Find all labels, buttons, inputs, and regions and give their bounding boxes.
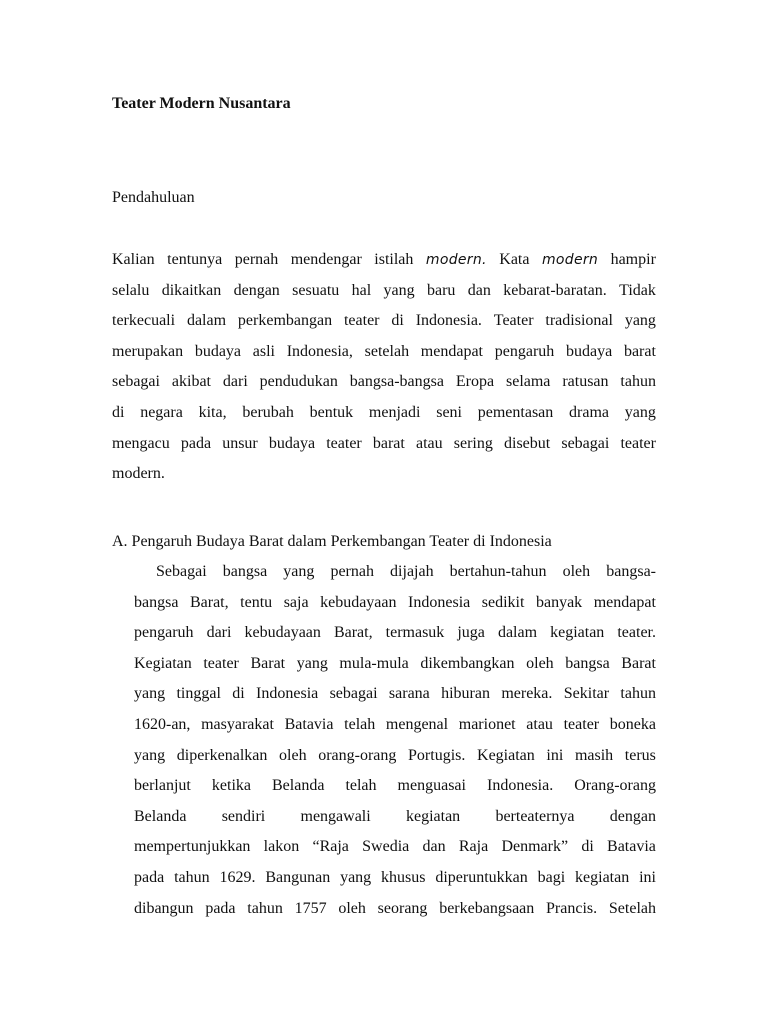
word: Raja [458, 838, 489, 856]
word: bangsa [222, 563, 268, 580]
word: berlanjut [134, 777, 191, 795]
word: pada [180, 434, 212, 452]
word: barat [623, 342, 656, 360]
word: pengaruh [134, 624, 194, 642]
word: hal [351, 281, 372, 299]
word: oleh [338, 899, 366, 917]
word: Barat, [333, 624, 373, 642]
word: teater [203, 654, 239, 672]
word: Setelah [608, 899, 656, 917]
word: yang [134, 746, 166, 764]
word: dan [422, 838, 446, 856]
intro-paragraph [112, 249, 656, 494]
text-line [134, 745, 656, 776]
word: di [581, 838, 594, 856]
word: tahun [174, 868, 210, 886]
word: mengawali [300, 807, 371, 825]
word: sesuatu [292, 281, 340, 299]
text-line [134, 622, 656, 653]
section-a-heading: A. Pengaruh Budaya Barat dalam Perkembangan Teater di Indonesia [112, 533, 552, 550]
word: Sekitar [563, 685, 610, 703]
word: budaya [194, 342, 242, 360]
word: Kegiatan [477, 746, 535, 764]
word: Bangunan [265, 868, 331, 886]
word: ini [639, 868, 656, 886]
word: Swedia [362, 838, 410, 856]
text-line [134, 592, 656, 623]
word: mereka. [501, 685, 553, 703]
word: juga [457, 624, 485, 642]
word: tentunya [167, 251, 223, 268]
word: dikembangkan [420, 654, 515, 672]
word: pengaruh [494, 342, 555, 360]
text-line [134, 898, 656, 929]
word: setelah [364, 342, 410, 360]
word: teater [563, 715, 600, 733]
word: sebagai [112, 373, 160, 391]
word: mendapat [593, 593, 656, 611]
word: budaya [566, 342, 613, 360]
text-line [112, 463, 656, 494]
word: akibat [171, 373, 211, 391]
text-line [112, 249, 656, 280]
word: Eropa [455, 373, 495, 391]
text-line [112, 280, 656, 311]
word: termasuk [385, 624, 445, 642]
word: dalam [497, 624, 538, 642]
italic-term: modern. [425, 252, 487, 268]
word: selalu [112, 281, 150, 299]
text-line [112, 433, 656, 464]
text-line [112, 310, 656, 341]
word: dijajah [390, 563, 434, 580]
word: dalam [186, 312, 227, 330]
word: dari [222, 373, 248, 391]
word: ketika [211, 777, 251, 795]
word: sendiri [221, 807, 266, 825]
word: sarana [388, 685, 430, 703]
word: di [391, 312, 404, 330]
word: menjadi [368, 403, 421, 421]
text-line [134, 714, 656, 745]
word: pada [205, 899, 236, 917]
word: mengacu [112, 434, 170, 452]
word: pernah [234, 251, 279, 268]
word: pendudukan [259, 373, 338, 391]
word: mengenal [385, 715, 449, 733]
word: negara [140, 403, 183, 421]
word: diperuntukkan [435, 868, 528, 886]
word: telah [345, 777, 377, 795]
word: bertahun-tahun [449, 563, 547, 580]
word: Batavia [284, 715, 334, 733]
word: sebagai [329, 685, 378, 703]
word: di [232, 685, 245, 703]
word: masih [574, 746, 614, 764]
word: seorang [377, 899, 428, 917]
text-line [112, 371, 656, 402]
word: Prancis. [546, 899, 598, 917]
text-line [134, 775, 656, 806]
text-line [112, 341, 656, 372]
word: marionet [458, 715, 516, 733]
word: di [112, 403, 125, 421]
word: Belanda [272, 777, 325, 795]
word: mendapat [420, 342, 483, 360]
word: pernah [330, 563, 374, 580]
word: 1757 [294, 899, 327, 917]
word: tentu [240, 593, 273, 611]
section-a-paragraph [134, 561, 656, 928]
word: bagi [537, 868, 566, 886]
word: sedikit [481, 593, 525, 611]
word: dengan [609, 807, 656, 825]
word: dan [467, 281, 491, 299]
word: terus [624, 746, 656, 764]
word: kegiatan [575, 868, 630, 886]
word: kegiatan [550, 624, 605, 642]
word: bangsa- [606, 563, 656, 580]
text-line [134, 836, 656, 867]
word: orang-orang [318, 746, 397, 764]
word: bentuk [309, 403, 354, 421]
word: dengan [233, 281, 280, 299]
word: teater. [617, 624, 656, 642]
word: seni [436, 403, 462, 421]
word: yang [296, 654, 328, 672]
text-line [134, 806, 656, 837]
word: oleh [526, 654, 554, 672]
word: 1620-an, [134, 715, 191, 733]
word: yang [340, 868, 372, 886]
word: mendengar [290, 251, 362, 268]
word: kebarat-baratan. [503, 281, 607, 299]
word: tinggal [176, 685, 221, 703]
word: masyarakat [201, 715, 274, 733]
word: budaya [268, 434, 316, 452]
word: Kalian [112, 251, 155, 268]
word: mula-mula [339, 654, 409, 672]
word: kebudayaan [244, 624, 321, 642]
word: oleh [279, 746, 307, 764]
word: yang [283, 563, 315, 580]
word: Barat [250, 654, 286, 672]
word: dikaitkan [161, 281, 222, 299]
word: merupakan [112, 342, 184, 360]
word: ini [546, 746, 564, 764]
word: yang [383, 281, 415, 299]
word: banyak [535, 593, 583, 611]
word: unsur [222, 434, 258, 452]
document-title: Teater Modern Nusantara [112, 95, 291, 112]
word: Barat, [189, 593, 229, 611]
word: terkecuali [112, 312, 176, 330]
word: oleh [562, 563, 591, 580]
word: Indonesia. [415, 312, 482, 330]
word: hampir [610, 251, 656, 268]
word: tahun [620, 685, 656, 703]
word: kita, [198, 403, 227, 421]
word: Belanda [134, 807, 187, 825]
word: Portugis. [408, 746, 466, 764]
word: bangsa [565, 654, 610, 672]
word: atau [415, 434, 443, 452]
word: baru [427, 281, 456, 299]
word: sering [453, 434, 493, 452]
word: hiburan [441, 685, 490, 703]
word: tahun [247, 899, 283, 917]
word: Batavia [607, 838, 656, 856]
word: saja [283, 593, 309, 611]
word: menguasai [397, 777, 466, 795]
word: dari [206, 624, 232, 642]
word: atau [526, 715, 553, 733]
word: Indonesia, [286, 342, 353, 360]
word: pementasan [477, 403, 554, 421]
word: ratusan [562, 373, 609, 391]
word: bangsa-bangsa [349, 373, 444, 391]
word: boneka [609, 715, 656, 733]
word: Indonesia [256, 685, 319, 703]
word: istilah [374, 251, 414, 268]
text-line [134, 561, 656, 592]
word: berubah [242, 403, 294, 421]
word: diperkenalkan [176, 746, 268, 764]
word: selama [505, 373, 551, 391]
word: Indonesia [408, 593, 471, 611]
text-line [112, 402, 656, 433]
word: drama [569, 403, 610, 421]
word: mempertunjukkan [134, 838, 251, 856]
word: yang [624, 403, 656, 421]
word: teater [343, 312, 380, 330]
word: kebudayaan [320, 593, 397, 611]
word: dibangun [134, 899, 194, 917]
word: lakon [263, 838, 300, 856]
word: Teater [493, 312, 534, 330]
word: telah [344, 715, 376, 733]
word: teater [326, 434, 362, 452]
word: tahun [620, 373, 656, 391]
word: modern. [112, 465, 165, 483]
word: Indonesia. [486, 777, 554, 795]
word: kegiatan [405, 807, 461, 825]
word: tradisional [545, 312, 613, 330]
word: khusus [381, 868, 426, 886]
word: Orang-orang [574, 777, 656, 795]
text-line [134, 683, 656, 714]
word: yang [624, 312, 656, 330]
word: Kegiatan [134, 654, 192, 672]
word: perkembangan [237, 312, 333, 330]
word: berkebangsaan [439, 899, 535, 917]
word: asli [252, 342, 275, 360]
word: Kata [499, 251, 530, 268]
word: yang [134, 685, 166, 703]
word: Sebagai [156, 563, 207, 580]
word: “Raja [312, 838, 349, 856]
word: Tidak [619, 281, 656, 299]
word: Denmark” [501, 838, 569, 856]
word: berteaternya [495, 807, 575, 825]
word: pada [134, 868, 165, 886]
text-line [134, 867, 656, 898]
word: Barat [621, 654, 656, 672]
word: bangsa [134, 593, 179, 611]
word: sebagai [561, 434, 610, 452]
intro-heading: Pendahuluan [112, 189, 195, 206]
text-line [134, 653, 656, 684]
italic-term: modern [541, 252, 599, 268]
word: barat [372, 434, 405, 452]
word: 1629. [219, 868, 256, 886]
word: teater [620, 434, 656, 452]
word: disebut [504, 434, 551, 452]
